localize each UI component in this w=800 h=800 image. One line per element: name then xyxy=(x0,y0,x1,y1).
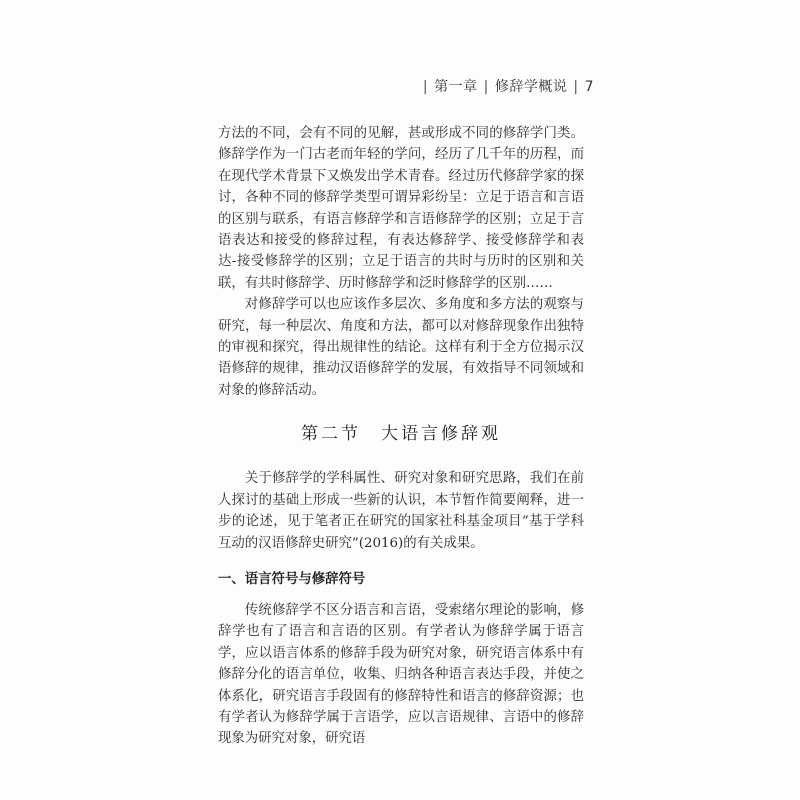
running-header xyxy=(417,76,594,96)
section-title: 第二节 大语言修辞观 xyxy=(301,424,501,445)
paragraph: 对修辞学可以也应该作多层次、多角度和多方法的观察与研究，每一种层次、角度和方法，都可以对修辞现象作出独特的审视和探究，得出规律性的结论。这样有利于全方位揭示汉语修辞的规律，推动汉语修辞学的发展，有效指导不同领域和对象的修辞活动。 xyxy=(218,297,584,398)
paragraph: 传统修辞学不区分语言和言语，受索绪尔理论的影响，修辞学也有了语言和言语的区别。有学者认为修辞学属于语言学，应以语言体系的修辞手段为研究对象，研究语言体系中有修辞分化的语言单位，收集、归纳各种语言表达手段，并使之体系化，研究语言手段固有的修辞特性和语言的修辞资源；也有学者认为修辞学属于言语学，应以言语规律、言语中的修辞现象为研究对象，研究语 xyxy=(218,602,584,747)
subsection-heading: 一、语言符号与修辞符号 xyxy=(218,571,366,587)
header-divider: | xyxy=(422,79,429,95)
chapter-label: 第一章 xyxy=(434,79,478,95)
header-divider: | xyxy=(483,79,489,95)
paragraph: 关于修辞学的学科属性、研究对象和研究思路，我们在前人探讨的基础上形成一些新的认识，本节暂作简要阐释，进一步的论述，见于笔者正在研究的国家社科基金项目“基于学科互动的汉语修辞史研究”(2016)的有关成果。 xyxy=(218,471,584,551)
header-divider: | xyxy=(573,79,579,95)
chapter-title: 修辞学概说 xyxy=(494,79,568,95)
paragraph-continued: 方法的不同，会有不同的见解，甚或形成不同的修辞学门类。修辞学作为一门古老而年轻的学问，经历了几千年的历程，而在现代学术背景下又焕发出学术青春。经过历代修辞学家的探讨，各种不同的修辞学类型可谓异彩纷呈：立足于语言和言语的区别与联系，有语言修辞学和言语修辞学的区别；立足于言语表达和接受的修辞过程，有表达修辞学、接受修辞学和表达-接受修辞学的区别；立足于语言的共时与历时的区别和关联，有共时修辞学、历时修辞学和泛时修辞学的区别…… xyxy=(218,126,584,291)
page-body xyxy=(218,123,584,750)
page-number: 7 xyxy=(584,79,594,95)
